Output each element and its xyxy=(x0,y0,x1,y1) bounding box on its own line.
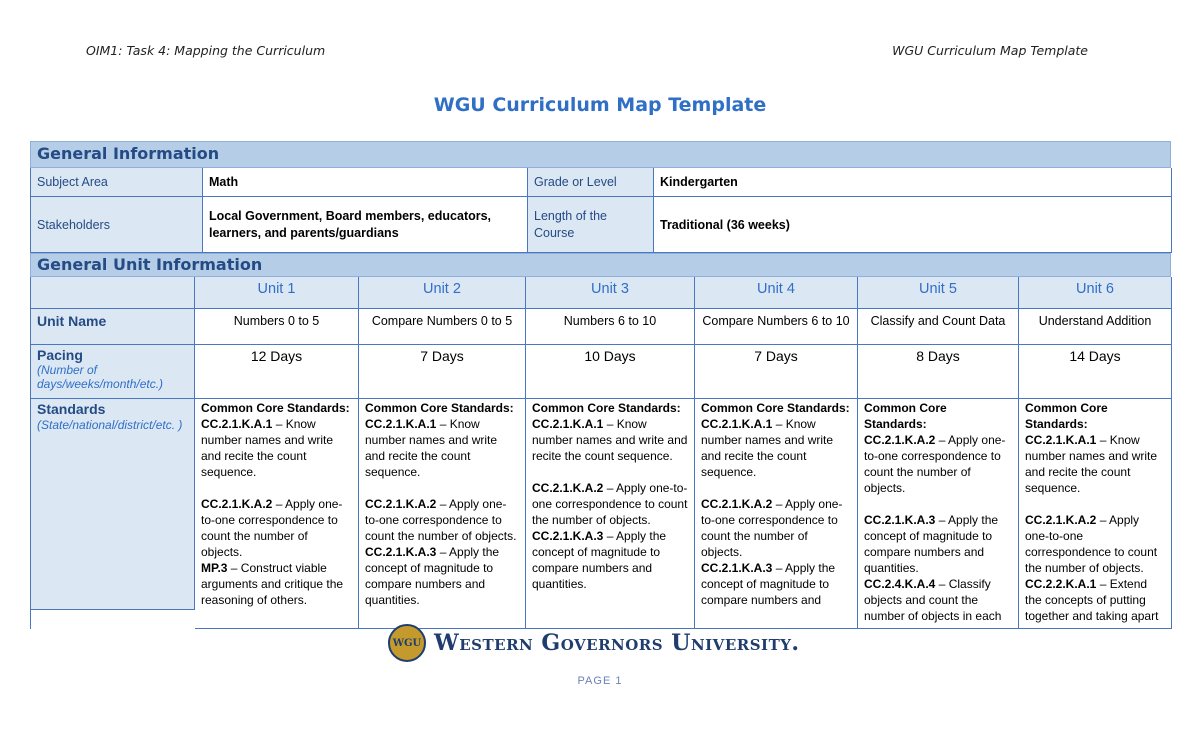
standard-entry xyxy=(701,496,851,560)
unit-5-header: Unit 5 xyxy=(858,277,1019,309)
standard-code: CC.2.1.K.A.2 xyxy=(532,481,604,495)
general-info-grid xyxy=(30,168,1171,253)
standard-entry xyxy=(201,560,352,608)
standard-text: – Construct viable arguments and critique the reasoning of others. xyxy=(201,561,344,607)
unit-info-heading: General Unit Information xyxy=(30,253,1171,277)
standard-entry xyxy=(1025,512,1165,576)
standard-code: CC.2.1.K.A.3 xyxy=(532,529,604,543)
standard-entry xyxy=(864,400,1012,432)
standard-entry xyxy=(365,480,519,496)
subject-area-value: Math xyxy=(203,168,528,197)
standards-note: (State/national/district/etc. ) xyxy=(37,418,183,432)
standard-code: Common Core Standards: xyxy=(201,401,350,415)
page-number: PAGE 1 xyxy=(577,675,623,687)
course-length-label: Length of the Course xyxy=(528,197,654,253)
unit-4-header: Unit 4 xyxy=(695,277,858,309)
unit-5-pacing: 8 Days xyxy=(858,345,1019,399)
standard-code: CC.2.1.K.A.1 xyxy=(701,417,773,431)
page-title: WGU Curriculum Map Template xyxy=(433,94,767,116)
standard-text: – Apply one-to-one correspondence to count the number of objects. xyxy=(532,481,688,527)
standard-entry xyxy=(1025,432,1165,496)
standard-entry xyxy=(532,416,688,464)
wgu-seal-icon: WGU xyxy=(388,624,426,662)
unit-5-name: Classify and Count Data xyxy=(858,309,1019,345)
standard-code: Common Core Standards: xyxy=(701,401,850,415)
unit-header-blank xyxy=(31,277,195,309)
standard-code: Common Core Standards: xyxy=(532,401,681,415)
grade-level-value: Kindergarten xyxy=(654,168,1172,197)
standard-entry xyxy=(532,464,688,480)
standard-text: – Know number names and write and recite the count sequence. xyxy=(1025,433,1158,495)
standard-code: CC.2.1.K.A.3 xyxy=(701,561,773,575)
unit-4-pacing: 7 Days xyxy=(695,345,858,399)
unit-2-name: Compare Numbers 0 to 5 xyxy=(359,309,526,345)
stakeholders-label: Stakeholders xyxy=(31,197,203,253)
standard-code: Common Core Standards: xyxy=(864,401,947,431)
standard-entry xyxy=(1025,400,1165,432)
standard-text: – Know number names and write and recite the count sequence. xyxy=(365,417,498,479)
standard-entry xyxy=(701,480,851,496)
standard-code: CC.2.1.K.A.2 xyxy=(864,433,936,447)
stakeholders-value: Local Government, Board members, educators, learners, and parents/guardians xyxy=(203,197,528,253)
unit-3-name: Numbers 6 to 10 xyxy=(526,309,695,345)
standard-entry xyxy=(365,416,519,480)
standard-text: – Know number names and write and recite the count sequence. xyxy=(701,417,834,479)
standard-code: Common Core Standards: xyxy=(1025,401,1108,431)
pacing-note: (Number of days/weeks/month/etc.) xyxy=(37,363,164,391)
pacing-label-cell xyxy=(31,345,195,399)
standard-entry xyxy=(1025,496,1165,512)
header-left: OIM1: Task 4: Mapping the Curriculum xyxy=(86,43,326,58)
standard-entry xyxy=(701,560,851,608)
unit-6-name: Understand Addition xyxy=(1019,309,1172,345)
standard-code: CC.2.1.K.A.1 xyxy=(365,417,437,431)
unit-1-pacing: 12 Days xyxy=(195,345,359,399)
standard-code: CC.2.2.K.A.1 xyxy=(1025,577,1097,591)
unit-1-header: Unit 1 xyxy=(195,277,359,309)
unit-6-standards xyxy=(1019,399,1172,629)
unit-3-header: Unit 3 xyxy=(526,277,695,309)
unit-5-standards xyxy=(858,399,1019,629)
standard-entry xyxy=(864,512,1012,576)
standard-entry xyxy=(532,480,688,528)
unit-2-header: Unit 2 xyxy=(359,277,526,309)
standard-code: CC.2.1.K.A.1 xyxy=(201,417,273,431)
unit-1-name: Numbers 0 to 5 xyxy=(195,309,359,345)
standard-entry xyxy=(201,400,352,416)
unit-4-standards xyxy=(695,399,858,629)
standard-text: – Apply one-to-one correspondence to count the number of objects. xyxy=(701,497,843,559)
wgu-wordmark: Western Governors University. xyxy=(434,630,800,656)
standard-entry xyxy=(201,496,352,560)
standard-text: – Apply one-to-one correspondence to count the number of objects. xyxy=(864,433,1006,495)
standard-entry xyxy=(864,432,1012,496)
standard-text: – Apply the concept of magnitude to compare numbers and quantities. xyxy=(864,513,999,575)
grade-level-label: Grade or Level xyxy=(528,168,654,197)
unit-4-name: Compare Numbers 6 to 10 xyxy=(695,309,858,345)
standard-text: – Apply the concept of magnitude to compare numbers and quantities. xyxy=(532,529,667,591)
standard-entry xyxy=(701,400,851,416)
general-info-heading: General Information xyxy=(30,141,1171,168)
standard-text: – Apply one-to-one correspondence to count the number of objects. xyxy=(1025,513,1158,575)
wgu-logo xyxy=(388,624,800,662)
unit-2-pacing: 7 Days xyxy=(359,345,526,399)
standard-entry xyxy=(701,416,851,480)
standard-text: – Know number names and write and recite the count sequence. xyxy=(532,417,688,463)
standard-code: CC.2.1.K.A.2 xyxy=(1025,513,1097,527)
pacing-label: Pacing xyxy=(37,347,83,363)
course-length-value: Traditional (36 weeks) xyxy=(654,197,1172,253)
standards-label: Standards xyxy=(37,401,106,417)
standard-entry xyxy=(365,400,519,416)
unit-3-standards xyxy=(526,399,695,629)
standard-text: – Classify objects and count the number of objects in each xyxy=(864,577,1002,623)
unit-6-header: Unit 6 xyxy=(1019,277,1172,309)
standard-entry xyxy=(201,480,352,496)
unit-1-standards xyxy=(195,399,359,629)
unit-6-pacing: 14 Days xyxy=(1019,345,1172,399)
standard-entry xyxy=(201,416,352,480)
standard-entry xyxy=(365,496,519,544)
standard-code: CC.2.1.K.A.1 xyxy=(1025,433,1097,447)
standard-text: – Apply one-to-one correspondence to count the number of objects. xyxy=(201,497,343,559)
standard-code: CC.2.1.K.A.2 xyxy=(701,497,773,511)
standard-text: – Apply one-to-one correspondence to count the number of objects. xyxy=(365,497,517,543)
standard-entry xyxy=(864,496,1012,512)
standard-entry xyxy=(532,400,688,416)
standard-code: CC.2.1.K.A.3 xyxy=(365,545,437,559)
standard-text: – Extend the concepts of putting together and taking apart xyxy=(1025,577,1159,623)
unit-2-standards xyxy=(359,399,526,629)
standard-code: CC.2.1.K.A.3 xyxy=(864,513,936,527)
standard-entry xyxy=(864,576,1012,624)
unit-3-pacing: 10 Days xyxy=(526,345,695,399)
unit-info-grid xyxy=(30,277,1171,629)
header-right: WGU Curriculum Map Template xyxy=(892,43,1088,58)
standard-code: CC.2.1.K.A.2 xyxy=(365,497,437,511)
standard-code: MP.3 xyxy=(201,561,228,575)
standard-code: Common Core Standards: xyxy=(365,401,514,415)
standard-entry xyxy=(1025,576,1165,624)
standard-code: CC.2.4.K.A.4 xyxy=(864,577,936,591)
standards-label-cell xyxy=(31,399,195,610)
unit-name-label: Unit Name xyxy=(31,309,195,345)
subject-area-label: Subject Area xyxy=(31,168,203,197)
standard-text: – Apply the concept of magnitude to compare numbers and xyxy=(701,561,836,607)
standard-code: CC.2.1.K.A.2 xyxy=(201,497,273,511)
standard-entry xyxy=(532,528,688,592)
standard-code: CC.2.1.K.A.1 xyxy=(532,417,604,431)
standard-entry xyxy=(365,544,519,608)
standard-text: – Know number names and write and recite the count sequence. xyxy=(201,417,334,479)
standard-text: – Apply the concept of magnitude to compare numbers and quantities. xyxy=(365,545,500,607)
curriculum-table xyxy=(30,141,1171,629)
